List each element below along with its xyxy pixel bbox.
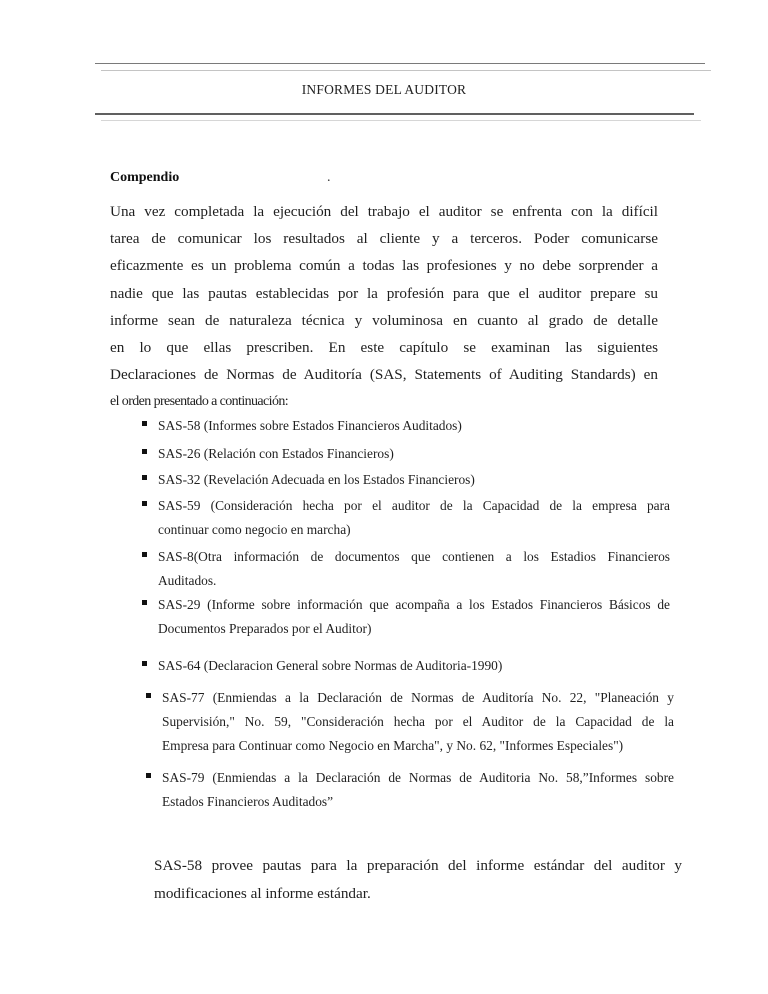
section-heading: Compendio <box>110 170 180 185</box>
intro-line: en lo que ellas prescriben. En este capítulo se examinan las siguientes <box>110 339 658 357</box>
square-bullet-icon <box>146 693 151 698</box>
list-item <box>146 686 674 758</box>
list-item <box>146 766 674 814</box>
intro-line: nadie que las pautas establecidas por la profesión para que el auditor prepare su <box>110 284 658 302</box>
intro-line: el orden presentado a continuación: <box>110 394 289 410</box>
document-title: INFORMES DEL AUDITOR <box>301 82 467 97</box>
intro-line: informe sean de naturaleza técnica y voluminosa en cuanto al grado de detalle <box>110 311 658 329</box>
list-item-text: Estados Financieros Auditados” <box>162 794 334 809</box>
list-item <box>142 654 670 678</box>
list-item <box>142 494 670 542</box>
list-item <box>142 442 670 466</box>
list-item-text: SAS-32 (Revelación Adecuada en los Estados Financieros) <box>158 472 475 487</box>
list-item-text: Empresa para Continuar como Negocio en Marcha", y No. 62, "Informes Especiales") <box>162 738 624 753</box>
closing-line: SAS-58 provee pautas para la preparación del informe estándar del auditor y <box>154 857 682 874</box>
closing-line: modificaciones al informe estándar. <box>154 885 371 902</box>
list-item <box>142 468 670 492</box>
list-item-text: Supervisión," No. 59, "Consideración hecha por el Auditor de la Capacidad de la <box>162 714 674 729</box>
list-item-text: Documentos Preparados por el Auditor) <box>158 621 372 636</box>
list-item-text: SAS-77 (Enmiendas a la Declaración de Normas de Auditoría No. 22, "Planeación y <box>162 690 674 705</box>
list-item-text: continuar como negocio en marcha) <box>158 522 351 537</box>
list-item-text: SAS-79 (Enmiendas a la Declaración de Normas de Auditoria No. 58,”Informes sobre <box>162 770 674 785</box>
list-item-text: SAS-58 (Informes sobre Estados Financieros Auditados) <box>158 418 462 433</box>
intro-line: Una vez completada la ejecución del trabajo el auditor se enfrenta con la difícil <box>110 203 658 220</box>
intro-paragraph <box>110 198 658 416</box>
square-bullet-icon <box>142 421 147 426</box>
header-rule-bottom <box>95 113 694 115</box>
closing-paragraph <box>154 852 682 908</box>
header-rule-bottom-shadow <box>101 120 701 121</box>
square-bullet-icon <box>142 449 147 454</box>
list-item-text: SAS-8(Otra información de documentos que contienen a los Estadios Financieros <box>158 549 670 564</box>
list-item <box>142 414 670 438</box>
header-rule-top-shadow <box>101 70 711 71</box>
square-bullet-icon <box>142 475 147 480</box>
list-item-text: Auditados. <box>158 573 217 588</box>
square-bullet-icon <box>142 552 147 557</box>
square-bullet-icon <box>142 501 147 506</box>
list-item-text: SAS-29 (Informe sobre información que acompaña a los Estados Financieros Básicos de <box>158 597 670 612</box>
list-item <box>142 545 670 593</box>
square-bullet-icon <box>142 600 147 605</box>
list-item-text: SAS-26 (Relación con Estados Financieros) <box>158 446 394 461</box>
list-item <box>142 593 670 641</box>
header-rule-top <box>95 63 705 64</box>
list-item-text: SAS-59 (Consideración hecha por el auditor de la Capacidad de la empresa para <box>158 498 670 513</box>
intro-line: Declaraciones de Normas de Auditoría (SAS, Statements of Auditing Standards) en <box>110 366 658 384</box>
intro-line: tarea de comunicar los resultados al cliente y a terceros. Poder comunicarse <box>110 230 658 248</box>
square-bullet-icon <box>146 773 151 778</box>
list-item-text: SAS-64 (Declaracion General sobre Normas de Auditoria-1990) <box>158 658 503 673</box>
intro-line: eficazmente es un problema común a todas las profesiones y no debe sorprender a <box>110 257 658 275</box>
heading-mark: . <box>327 170 331 185</box>
square-bullet-icon <box>142 661 147 666</box>
